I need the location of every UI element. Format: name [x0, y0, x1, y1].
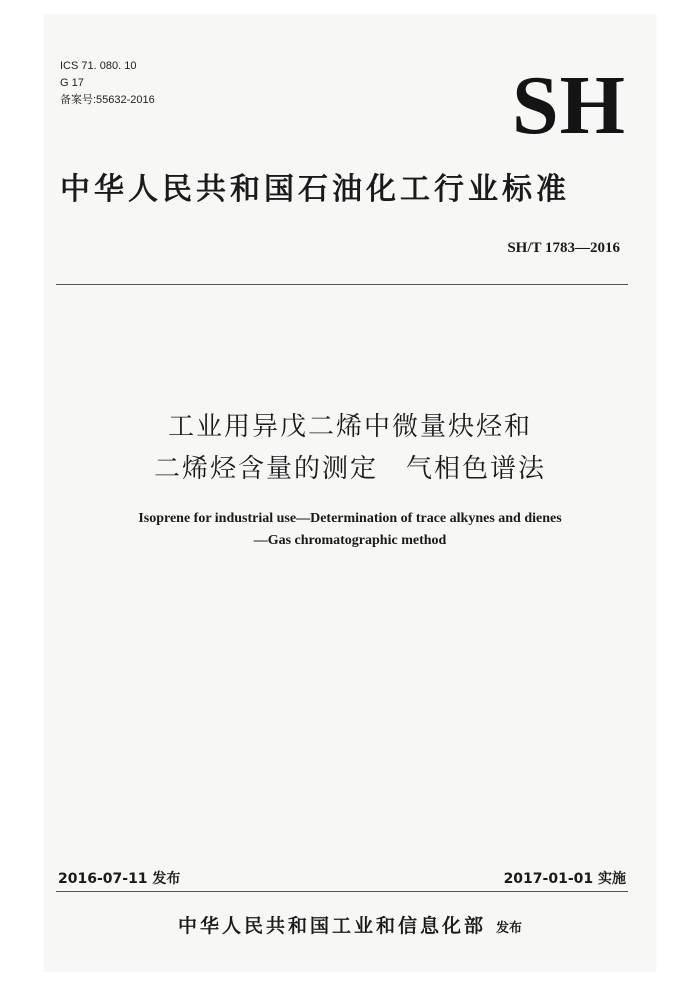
chinese-title — [44, 406, 656, 490]
english-title — [44, 508, 656, 552]
issuer-block — [44, 911, 656, 938]
english-title-line-2: —Gas chromatographic method — [253, 533, 447, 548]
top-divider — [56, 284, 628, 285]
standard-title: 中华人民共和国石油化工行业标准 — [60, 172, 570, 207]
issue-date: 2016-07-11 发布 — [58, 871, 181, 887]
classification-block — [60, 58, 155, 109]
issuer-name: 中华人民共和国工业和信息化部 — [177, 915, 486, 937]
document-page — [44, 14, 656, 972]
bottom-divider — [56, 891, 628, 892]
filing-number: 备案号:55632-2016 — [60, 94, 155, 106]
chinese-title-line-2: 二烯烃含量的测定 气相色谱法 — [153, 454, 546, 484]
standard-code: SH/T 1783—2016 — [507, 240, 620, 256]
issuer-suffix: 发布 — [496, 921, 523, 936]
category-code: G 17 — [60, 77, 84, 89]
english-title-line-1: Isoprene for industrial use—Determination of trace alkynes and dienes — [138, 511, 562, 526]
sh-logo: SH — [511, 59, 626, 152]
chinese-title-line-1: 工业用异戊二烯中微量炔烃和 — [167, 412, 532, 442]
implementation-date: 2017-01-01 实施 — [503, 871, 626, 887]
ics-code: ICS 71. 080. 10 — [60, 60, 137, 72]
